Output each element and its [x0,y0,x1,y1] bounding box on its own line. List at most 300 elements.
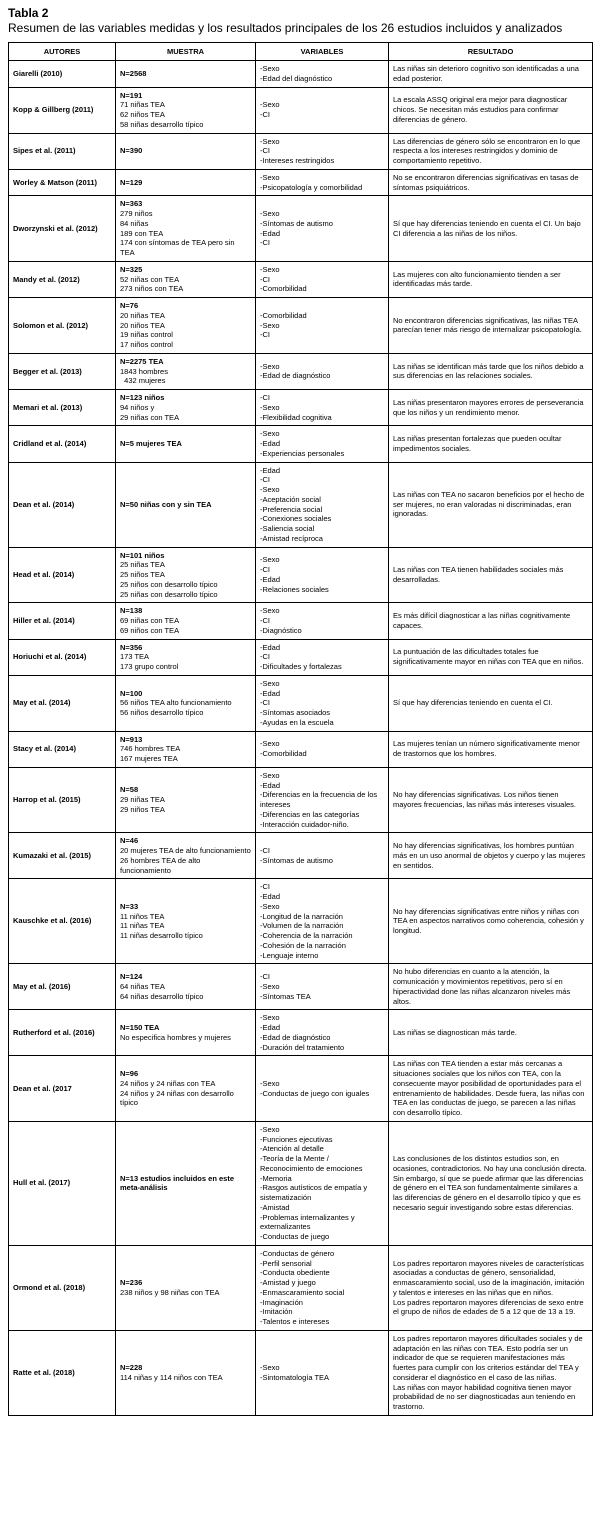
variable-item: -CI [260,846,270,855]
variable-item: -Sintomatología TEA [260,1372,330,1382]
result-paragraph: Las niñas con TEA no sacaron beneficios por el hecho de ser mujeres, no eran valoradas ni discriminadas, eran ignoradas. [393,489,587,519]
variable-item: -CI [260,882,270,892]
result-paragraph: Los padres reportaron mayores dificultades sociales y de adaptación en las niñas con TEA. Esto podría ser un indicador de que se requieren manifestaciones más fuertes para cumplir con los criterios estándar del TEA y considerar el diagnóstico en el caso de las niñas. [393,1333,585,1382]
result-paragraph: Las diferencias de género sólo se encontraron en lo que respecta a los intereses restringidos y dominio de comportamiento repetitivo. [393,136,583,165]
header-row [9,43,593,61]
sample-detail: 432 mujeres [120,376,166,386]
variable-item: -Sexo [260,429,280,439]
sample-size: N=2275 TEA [120,356,164,366]
study-row [9,767,593,833]
variable-item: -Aceptación social [260,494,321,504]
sample-cell [116,1010,256,1056]
study-row [9,87,593,133]
result-cell [389,1330,593,1415]
variable-item: -Síntomas de autismo [260,218,333,228]
variable-item: -Conexiones sociales [260,514,332,524]
variable-item: -Amistad [260,1202,290,1212]
sample-size: N=124 [120,972,143,982]
variable-item: -Psicopatología y comorbilidad [260,182,363,192]
variable-item: -Edad [260,688,281,698]
result-cell [389,261,593,297]
result-paragraph: No hubo diferencias en cuanto a la atención, la comunicación y movimientos repetitivos, pero sí en hiperactividad done las niñas alcanzaron niveles más altos. [393,967,573,1006]
variable-item: -Relaciones sociales [260,584,329,594]
authors-cell: Kumazaki et al. (2015) [9,833,116,879]
variable-item: -Conductas de juego con iguales [260,1088,370,1098]
study-row [9,833,593,879]
sample-cell [116,353,256,389]
variable-item: -CI [260,274,270,284]
sample-detail: 11 niñas TEA [120,921,165,931]
variable-item: -CI [260,616,270,625]
variable-item: -Comorbilidad [260,310,307,320]
variable-item: -Talentos e intereses [260,1317,330,1326]
variables-cell [256,298,389,354]
sample-detail: 189 con TEA [120,228,164,238]
sample-detail: 25 niñas TEA [120,560,165,570]
result-cell [389,1010,593,1056]
sample-detail: 29 niñas con TEA [120,412,180,422]
sample-size: N=96 [120,1069,139,1078]
variables-cell [256,426,389,462]
result-cell [389,1056,593,1122]
result-paragraph: Las niñas presentaron mayores errores de perseverancia que los niños y un rendimiento menor. [393,397,586,417]
sample-size: N=191 [120,90,143,100]
authors-cell: May et al. (2016) [9,964,116,1010]
variable-item: -Sexo [260,361,280,371]
study-row [9,1245,593,1330]
sample-detail: 746 hombres TEA [120,744,181,754]
variable-item: -Sexo [260,320,280,330]
result-cell [389,196,593,262]
variable-item: -Perfil sensorial [260,1258,312,1268]
variable-item: -Comorbilidad [260,749,307,759]
sample-detail: 64 niñas desarrollo típico [120,991,204,1001]
authors-cell: Ratte et al. (2018) [9,1330,116,1415]
variable-item: -Funciones ejecutivas [260,1134,333,1144]
sample-cell [116,603,256,639]
variable-item: -Sexo [260,485,280,494]
table-body [9,61,593,1416]
study-row [9,169,593,196]
variable-item: -Amistad recíproca [260,533,323,543]
variable-item: -Sexo [260,209,280,218]
variable-item: -Edad [260,439,281,448]
result-cell [389,61,593,88]
header-resultado: RESULTADO [389,43,593,61]
variable-item: -Diferencias en la frecuencia de los intereses [260,790,380,809]
sample-cell [116,426,256,462]
variables-cell [256,833,389,879]
variables-cell [256,1330,389,1415]
sample-detail: 1843 hombres [120,366,168,376]
sample-detail: 25 niños con desarrollo típico [120,579,218,589]
variables-cell [256,133,389,169]
result-cell [389,879,593,964]
result-cell [389,1245,593,1330]
sample-detail: 273 niños con TEA [120,284,184,294]
variable-item: -Síntomas asociados [260,708,331,717]
sample-cell [116,1245,256,1330]
variable-item: -Sexo [260,606,280,616]
variables-cell [256,731,389,767]
authors-cell: Rutherford et al. (2016) [9,1010,116,1056]
sample-cell [116,1121,256,1245]
sample-size: N=123 niños [120,393,165,402]
sample-detail: 26 hombres TEA de alto funcionamiento [120,855,203,875]
result-cell [389,767,593,833]
sample-cell [116,731,256,767]
result-cell [389,833,593,879]
variable-item: -CI [260,972,270,982]
result-paragraph: Los padres reportaron mayores niveles de características asociadas a conductas de género, sensorialidad, enmascaramiento social, uso de la imaginación, imitación y talentos e intereses en las niñas que en niños. [393,1258,587,1297]
variable-item: -Flexibilidad cognitiva [260,412,332,422]
variable-item: -Edad [260,574,281,584]
variables-cell [256,1121,389,1245]
result-cell [389,1121,593,1245]
variables-cell [256,261,389,297]
table-number: Tabla 2 [8,6,49,20]
result-paragraph: Las mujeres tenían un número significativamente menor de trastornos que los hombres. [393,739,582,759]
authors-cell: Kopp & Gillberg (2011) [9,87,116,133]
variable-item: -CI [260,110,270,119]
authors-cell: Begger et al. (2013) [9,353,116,389]
sample-detail: 56 niños TEA alto funcionamiento [120,698,232,708]
sample-size: N=138 [120,606,143,616]
sample-size: N=150 TEA [120,1023,160,1032]
authors-cell: Mandy et al. (2012) [9,261,116,297]
variable-item: -Enmascaramiento social [260,1287,345,1297]
authors-cell: Dworzynski et al. (2012) [9,196,116,262]
sample-detail: 58 niñas desarrollo típico [120,119,204,129]
sample-size: N=100 [120,688,143,698]
variable-item: -Sexo [260,136,280,146]
variable-item: -Memoria [260,1173,292,1183]
sample-cell [116,675,256,731]
authors-cell: Dean et al. (2017 [9,1056,116,1122]
variable-item: -CI [260,330,270,340]
variables-cell [256,879,389,964]
sample-detail: 20 niños TEA [120,320,165,330]
sample-detail: 69 niñas con TEA [120,616,180,625]
variable-item: -Saliencia social [260,524,315,533]
result-paragraph: Sí que hay diferencias teniendo en cuenta el CI. Un bajo CI diferencia a las niñas de los niños. [393,218,583,238]
variable-item: -Edad [260,228,281,238]
authors-cell: Head et al. (2014) [9,547,116,603]
result-paragraph: Las niñas presentan fortalezas que pueden ocultar impedimentos sociales. [393,434,564,453]
sample-detail: 20 mujeres TEA de alto funcionamiento [120,846,251,855]
result-paragraph: Las mujeres con alto funcionamiento tienden a ser identificadas más tarde. [393,269,563,289]
variable-item: -Edad [260,1023,281,1032]
result-cell [389,603,593,639]
study-row [9,462,593,547]
sample-detail: 11 niñas desarrollo típico [120,931,203,940]
sample-detail: 29 niños TEA [120,804,165,814]
result-paragraph: Las niñas se diagnostican más tarde. [393,1027,517,1037]
result-paragraph: Los padres reportaron mayores diferencias de sexo entre el grupo de niños de edades de 5 a 12 que de 13 a 19. [393,1297,586,1317]
result-paragraph: La puntuación de las dificultades totales fue significativamente mayor en niñas con TEA que en niños. [393,647,584,667]
result-paragraph: No hay diferencias significativas, los hombres puntúan más en un uso anormal de objetos y cuerpo y las mujeres en sentidos. [393,841,588,870]
study-row [9,731,593,767]
variable-item: -Sexo [260,981,280,991]
variable-item: -Diferencias en las categorías [260,809,360,819]
variable-item: -CI [260,238,270,248]
authors-cell: Memari et al. (2013) [9,390,116,426]
authors-cell: Kauschke et al. (2016) [9,879,116,964]
sample-detail: 20 niñas TEA [120,310,165,320]
sample-detail: 24 niños y 24 niñas con desarrollo típico [120,1088,236,1108]
authors-cell: Hull et al. (2017) [9,1121,116,1245]
sample-cell [116,390,256,426]
variable-item: -Sexo [260,64,280,73]
sample-cell [116,462,256,547]
sample-detail: 174 con síntomas de TEA pero sin TEA [120,238,237,257]
sample-size: N=363 [120,199,143,209]
sample-cell [116,547,256,603]
variable-item: -Conductas de juego [260,1232,330,1241]
sample-detail: 71 niñas TEA [120,100,165,110]
sample-cell [116,133,256,169]
result-cell [389,353,593,389]
sample-size: N=76 [120,301,139,310]
result-cell [389,639,593,675]
sample-cell [116,196,256,262]
result-cell [389,426,593,462]
authors-cell: Sipes et al. (2011) [9,133,116,169]
sample-detail: 56 niños desarrollo típico [120,708,204,717]
variables-cell [256,639,389,675]
variable-item: -Sexo [260,1078,280,1088]
variable-item: -Sexo [260,100,280,110]
variable-item: -Edad [260,780,281,790]
result-cell [389,675,593,731]
study-row [9,639,593,675]
sample-cell [116,261,256,297]
sample-detail: 25 niños TEA [120,570,165,579]
variable-item: -CI [260,698,270,708]
header-autores: AUTORES [9,43,116,61]
sample-detail: 64 niñas TEA [120,981,165,991]
sample-detail: 69 niños con TEA [120,625,180,635]
sample-cell [116,61,256,88]
study-row [9,1121,593,1245]
sample-detail: 29 niñas TEA [120,795,165,805]
study-row [9,1330,593,1415]
result-paragraph: No encontraron diferencias significativas, las niñas TEA parecían tener más riesgo de internalizar psicopatología. [393,315,582,335]
result-cell [389,298,593,354]
study-row [9,298,593,354]
sample-cell [116,833,256,879]
variables-cell [256,169,389,196]
sample-cell [116,1056,256,1122]
result-cell [389,390,593,426]
sample-cell [116,87,256,133]
variable-item: -Rasgos autísticos de empatía y sistematización [260,1183,370,1202]
variable-item: -Edad [260,892,281,901]
sample-detail: 52 niñas con TEA [120,274,180,284]
authors-cell: Hiller et al. (2014) [9,603,116,639]
study-row [9,390,593,426]
header-variables: VARIABLES [256,43,389,61]
table-caption: Resumen de las variables medidas y los resultados principales de los 26 estudios incluidos y analizados [8,21,563,35]
sample-cell [116,1330,256,1415]
variable-item: -CI [260,475,270,485]
authors-cell: Solomon et al. (2012) [9,298,116,354]
variable-item: -Edad [260,642,281,652]
sample-detail: 173 TEA [120,652,150,662]
sample-size: N=236 [120,1278,143,1287]
variable-item: -Amistad y juego [260,1278,316,1287]
sample-size: N=33 [120,901,139,911]
sample-cell [116,639,256,675]
variable-item: -Interacción cuidador-niño. [260,819,349,829]
authors-cell: Worley & Matson (2011) [9,169,116,196]
variable-item: -Experiencias personales [260,448,345,458]
variables-cell [256,196,389,262]
authors-cell: Harrop et al. (2015) [9,767,116,833]
header-muestra: MUESTRA [116,43,256,61]
study-row [9,964,593,1010]
variable-item: -Dificultades y fortalezas [260,662,342,671]
variable-item: -Edad del diagnóstico [260,73,333,83]
study-row [9,675,593,731]
result-paragraph: Las niñas con mayor habilidad cognitiva tienen mayor probabilidad de no ser diagnosticadas aun teniendo en trastorno. [393,1382,578,1411]
authors-cell: Cridland et al. (2014) [9,426,116,462]
variable-item: -Problemas internalizantes y externalizantes [260,1212,357,1232]
result-paragraph: Sí que hay diferencias teniendo en cuenta el CI. [393,698,553,708]
authors-cell: May et al. (2014) [9,675,116,731]
authors-cell: Giarelli (2010) [9,61,116,88]
variable-item: -Sexo [260,1124,280,1134]
variable-item: -CI [260,652,270,662]
variable-item: -Duración del tratamiento [260,1042,345,1052]
sample-size: N=390 [120,146,143,156]
result-cell [389,462,593,547]
variables-cell [256,547,389,603]
study-row [9,879,593,964]
sample-detail: 94 niños y [120,402,155,412]
variable-item: -Longitud de la narración [260,911,343,921]
variable-item: -Edad de diagnóstico [260,371,331,381]
variable-item: -Teoría de la Mente / Reconocimiento de emociones [260,1154,363,1173]
variable-item: -Sexo [260,172,280,182]
variables-cell [256,675,389,731]
sample-size: N=129 [120,177,143,187]
sample-detail: 114 niñas y 114 niños con TEA [120,1372,223,1382]
study-row [9,196,593,262]
study-row [9,261,593,297]
sample-detail: 238 niños y 98 niñas con TEA [120,1287,220,1297]
study-row [9,133,593,169]
sample-size: N=913 [120,734,143,744]
authors-cell: Stacy et al. (2014) [9,731,116,767]
sample-detail: 84 niñas [120,218,149,228]
result-paragraph: Las niñas sin deterioro cognitivo son identificadas a una edad posterior. [393,64,582,83]
variable-item: -Diagnóstico [260,625,302,635]
variables-cell [256,1245,389,1330]
variable-item: -CI [260,146,270,156]
result-paragraph: Es más difícil diagnosticar a las niñas cognitivamente capaces. [393,611,573,630]
sample-size: N=325 [120,264,143,274]
variable-item: -Imitación [260,1307,293,1317]
study-row [9,547,593,603]
variable-item: -Lenguaje interno [260,950,319,960]
variable-item: -Intereses restringidos [260,156,335,165]
study-row [9,61,593,88]
variable-item: -CI [260,393,270,402]
variable-item: -Sexo [260,901,280,911]
result-paragraph: Las conclusiones de los distintos estudios son, en ocasiones, contradictorios. No hay una conclusión directa. Sin embargo, sí que se puede afirmar que las diferencias de género en el TEA son fundamentalmente similares a las diferencias de género en el desarrollo típico y que es necesario seguir investigando sobre estas diferencias. [393,1154,589,1212]
sample-detail: 24 niños y 24 niñas con TEA [120,1078,216,1088]
sample-detail: 173 grupo control [120,662,179,671]
authors-cell: Horiuchi et al. (2014) [9,639,116,675]
variable-item: -Sexo [260,402,280,412]
variable-item: -Sexo [260,555,280,565]
sample-size: N=356 [120,642,143,652]
variables-cell [256,353,389,389]
variable-item: -Conducta obediente [260,1268,330,1278]
authors-cell: Ormond et al. (2018) [9,1245,116,1330]
sample-cell [116,964,256,1010]
sample-detail: 167 mujeres TEA [120,754,178,763]
result-cell [389,964,593,1010]
variable-item: -CI [260,565,270,575]
result-paragraph: Las niñas se identifican más tarde que los niños debido a sus diferencias en las relaciones sociales. [393,361,586,381]
sample-cell [116,169,256,196]
result-paragraph: No se encontraron diferencias significativas en tasas de síntomas psiquiátricos. [393,172,581,192]
sample-cell [116,767,256,833]
variables-cell [256,462,389,547]
sample-size: N=50 niñas con y sin TEA [120,499,212,509]
variables-cell [256,87,389,133]
variable-item: -Comorbilidad [260,284,307,294]
variable-item: -Sexo [260,1013,280,1023]
variable-item: -Edad de diagnóstico [260,1032,331,1042]
sample-cell [116,298,256,354]
sample-size: N=5 mujeres TEA [120,439,182,448]
variable-item: -Sexo [260,739,280,749]
variable-item: -Atención al detalle [260,1144,324,1154]
variable-item: -Conductas de género [260,1248,335,1258]
result-paragraph: La escala ASSQ original era mejor para diagnosticar chicos. Se necesitan más estudios para confirmar diferencias de género. [393,95,570,124]
variable-item: -Imaginación [260,1297,303,1307]
result-cell [389,547,593,603]
result-cell [389,87,593,133]
variable-item: -Sexo [260,264,280,274]
sample-size: N=228 [120,1363,143,1372]
variables-cell [256,390,389,426]
sample-detail: 11 niños TEA [120,911,165,921]
sample-detail: No especifica hombres y mujeres [120,1032,231,1042]
variable-item: -Sexo [260,770,280,780]
study-row [9,426,593,462]
result-cell [389,133,593,169]
result-paragraph: No hay diferencias significativas entre niños y niñas con TEA en aspectos narrativos como coherencia, cohesión y longitud. [393,906,587,936]
sample-detail: 19 niñas control [120,330,173,340]
sample-detail: 279 niños [120,209,153,218]
sample-size: N=2568 [120,68,147,78]
sample-size: N=46 [120,836,139,846]
study-row [9,603,593,639]
variables-cell [256,1056,389,1122]
variable-item: -Volumen de la narración [260,921,344,931]
variable-item: -Síntomas TEA [260,991,311,1001]
sample-size: N=58 [120,785,139,795]
authors-cell: Dean et al. (2014) [9,462,116,547]
sample-detail: 25 niñas con desarrollo típico [120,589,218,599]
result-cell [389,169,593,196]
result-cell [389,731,593,767]
study-row [9,1010,593,1056]
